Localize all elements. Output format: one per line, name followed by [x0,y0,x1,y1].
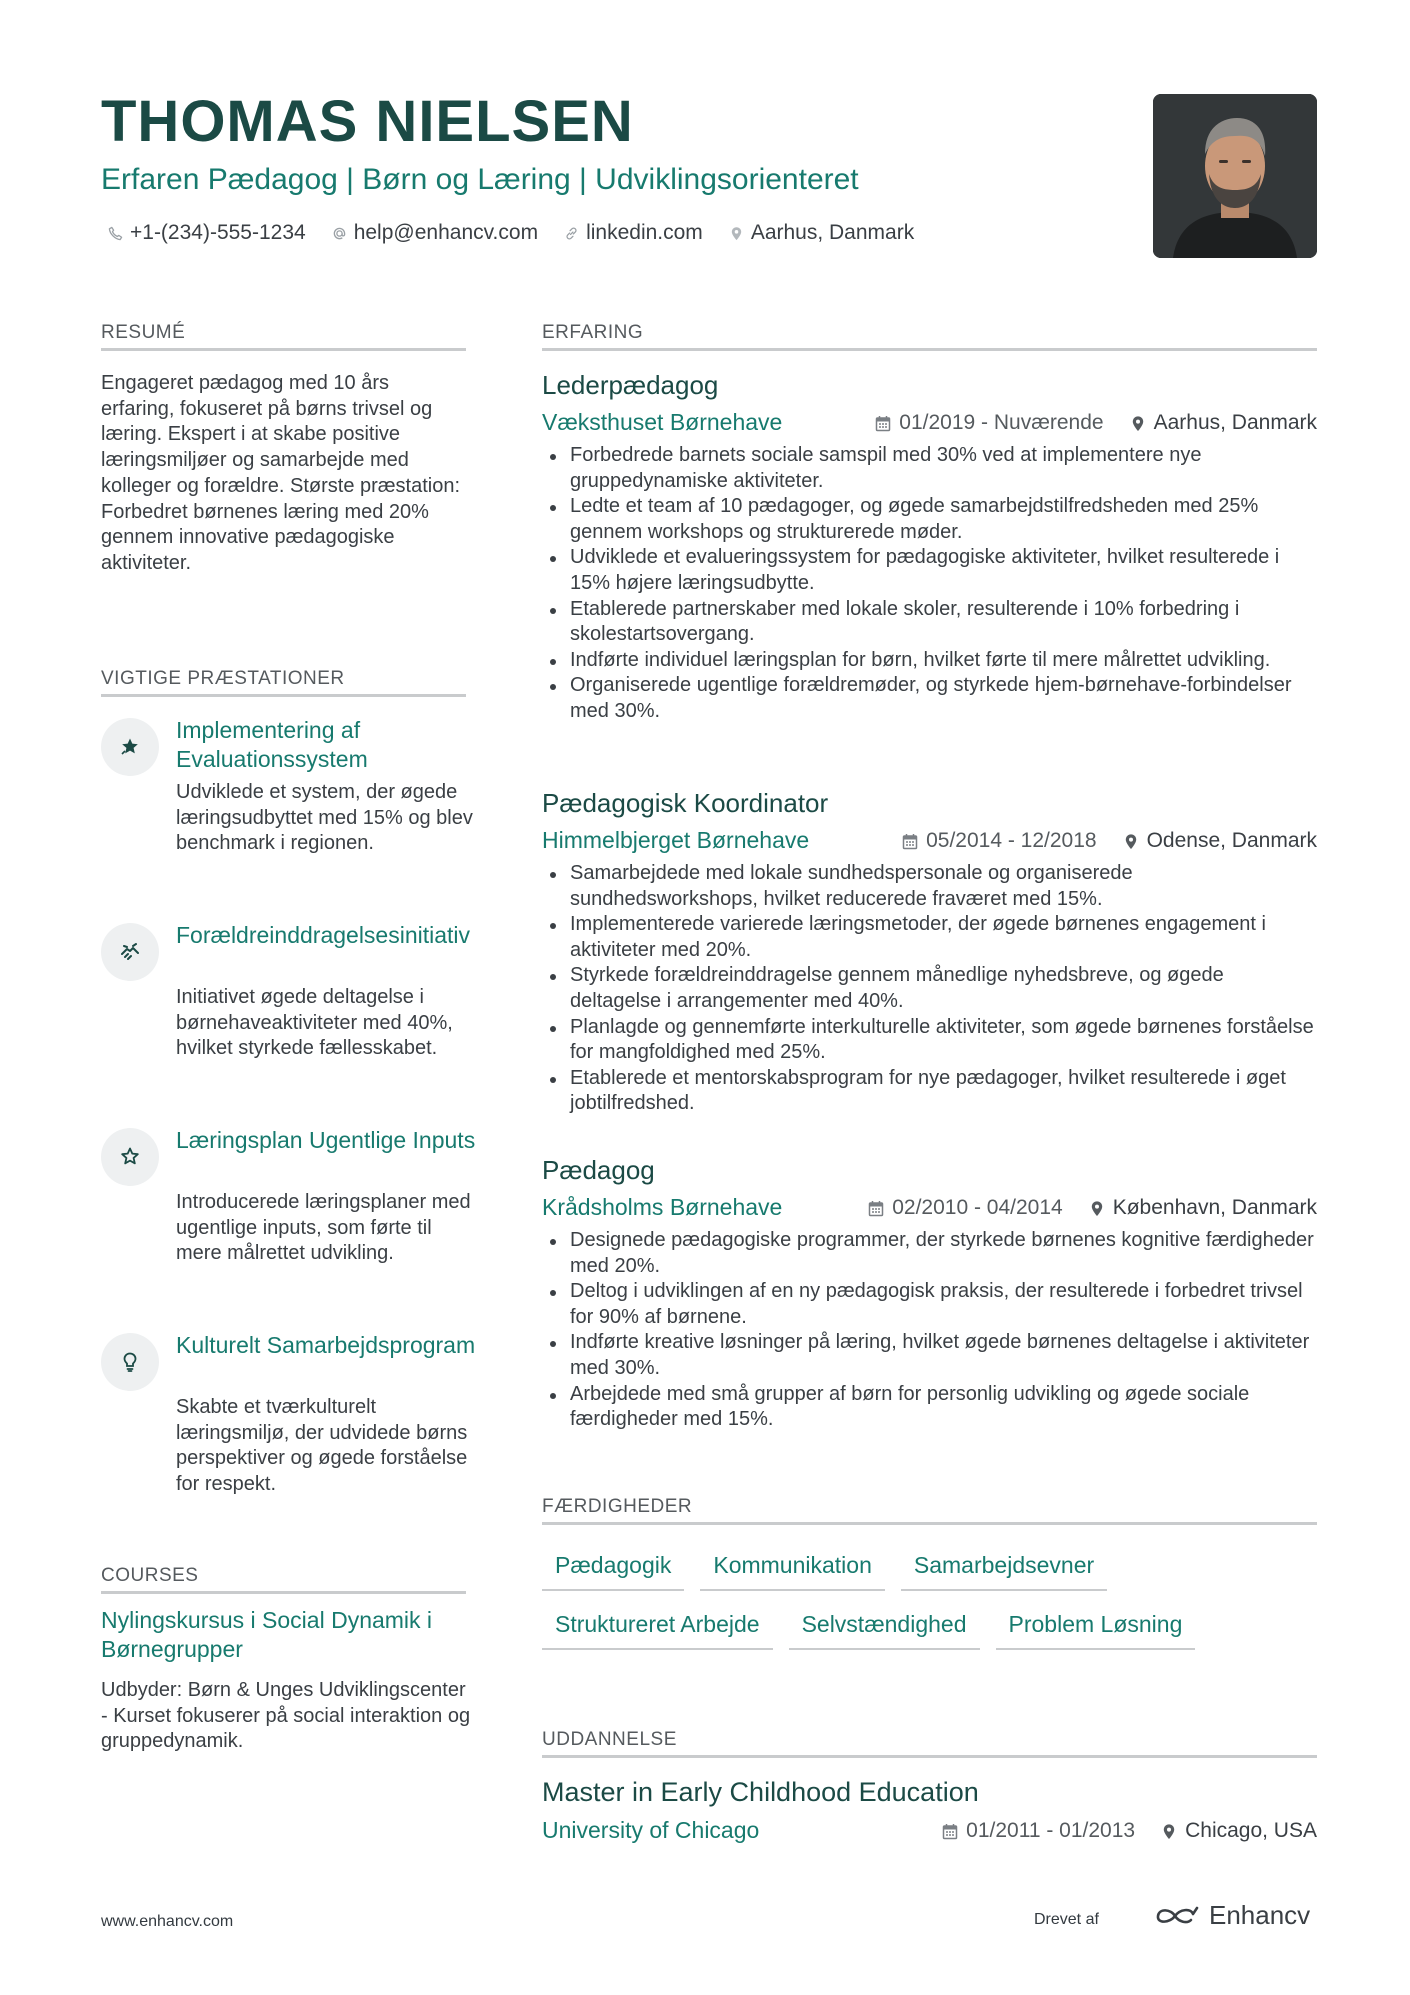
achievement-desc: Udviklede et system, der øgede læringsudbyttet med 15% og blev benchmark i regionen. [176,781,473,855]
bullet-item: Organiserede ugentlige forældremøder, og styrkede hjem-børnehave-forbindelser med 30%. [542,673,1317,724]
section-divider [101,694,466,697]
job-meta-row [542,827,1317,857]
section-heading-education: UDDANNELSE [542,1729,677,1750]
job-location [1089,1196,1317,1220]
job-location-text: København, Danmark [1112,1196,1317,1219]
location-pin-icon [729,226,744,241]
job-location [1123,829,1317,853]
degree-title: Master in Early Childhood Education [542,1777,979,1807]
education-dates [942,1819,1135,1843]
bullet-item: Indførte kreative løsninger på læring, hvilket øgede børnenes deltagelse i aktiviteter med 30%. [542,1330,1317,1381]
contact-phone[interactable] [108,221,306,245]
at-icon [332,226,347,241]
contact-location-text: Aarhus, Danmark [750,221,915,244]
achievement-icon-wrap [101,923,159,981]
achievement-desc: Initiativet øgede deltagelse i børnehaveaktiviteter med 40%, hvilket styrkede fællesskabet. [176,986,453,1060]
handshake-icon [118,940,142,964]
skill-tag: Struktureret Arbejde [542,1611,773,1650]
phone-icon [108,226,123,241]
candidate-name: THOMAS NIELSEN [101,89,634,154]
section-heading-courses: COURSES [101,1565,199,1586]
job-dates-text: 02/2010 - 04/2014 [892,1196,1063,1219]
contact-email[interactable] [332,221,538,245]
contact-location [729,221,914,245]
company-name: Himmelbjerget Børnehave [542,827,810,853]
section-heading-summary: RESUMÉ [101,322,186,343]
section-heading-skills: FÆRDIGHEDER [542,1496,693,1517]
bullet-item: Deltog i udviklingen af en ny pædagogisk praksis, der resulterede i forbedret trivsel for 90% af børnene. [542,1279,1317,1330]
education-dates-text: 01/2011 - 01/2013 [966,1819,1136,1842]
job-location [1130,411,1317,435]
bullet-item: Udviklede et evalueringssystem for pædagogiske aktiviteter, hvilket resulterede i 15% højere læringsudbytte. [542,545,1317,596]
skill-tag: Selvstændighed [789,1611,980,1650]
course-desc: Udbyder: Børn & Unges Udviklingscenter - Kurset fokuserer på social interaktion og gruppedynamik. [101,1679,471,1753]
school-name: University of Chicago [542,1817,760,1843]
job-meta [875,411,1317,435]
achievement-icon-wrap [101,1128,159,1186]
enhancv-logo-icon [1153,1904,1201,1928]
section-divider [542,348,1317,351]
achievement-title: Implementering af Evaluationssystem [176,717,368,772]
bullet-item: Etablerede partnerskaber med lokale skoler, resulterende i 10% forbedring i skolestartsovergang. [542,597,1317,648]
education-location-text: Chicago, USA [1185,1819,1317,1842]
bullet-item: Implementerede varierede læringsmetoder, der øgede børnenes engagement i aktiviteter med 20%. [542,912,1317,963]
achievement-title: Læringsplan Ugentlige Inputs [176,1127,476,1153]
skill-tag: Kommunikation [700,1552,885,1591]
footer-website[interactable]: www.enhancv.com [101,1913,234,1930]
skill-tag: Pædagogik [542,1552,684,1591]
job-title: Pædagog [542,1155,655,1185]
company-name: Krådsholms Børnehave [542,1194,783,1220]
job-title: Pædagogisk Koordinator [542,788,829,818]
achievement-item [101,1331,476,1511]
enhancv-logo[interactable] [1153,1900,1310,1931]
star-icon [118,1145,142,1169]
company-name: Væksthuset Børnehave [542,409,783,435]
job-bullets [542,861,1317,1117]
section-divider [542,1755,1317,1758]
job-bullets [542,1228,1317,1433]
course-title: Nylingskursus i Social Dynamik i Børnegrupper [101,1607,433,1662]
location-pin-icon [1161,1823,1177,1840]
calendar-icon [902,833,918,850]
job-dates [902,829,1096,853]
job-meta [902,829,1317,853]
achievement-desc: Introducerede læringsplaner med ugentlige inputs, som førte til mere målrettet udvikling. [176,1191,471,1265]
contact-email-text: help@enhancv.com [353,221,539,244]
calendar-icon [875,415,891,432]
section-divider [101,1591,466,1594]
achievement-item [101,716,471,896]
enhancv-logo-text: Enhancv [1209,1900,1311,1930]
bullet-item: Samarbejdede med lokale sundhedspersonale og organiserede sundhedsworkshops, hvilket reducerede fraværet med 15%. [542,861,1317,912]
bullet-item: Planlagde og gennemførte interkulturelle aktiviteter, som øgede børnenes forståelse for mangfoldighed med 25%. [542,1015,1317,1066]
job-bullets [542,443,1317,725]
job-meta [868,1196,1317,1220]
education-meta-row [542,1817,1317,1847]
education-meta [942,1819,1317,1843]
achievement-item [101,921,471,1101]
star-badge-icon [118,735,142,759]
achievement-title: Forældreinddragelsesinitiativ [176,922,471,948]
section-divider [542,1522,1317,1525]
section-heading-achievements: VIGTIGE PRÆSTATIONER [101,668,345,689]
link-icon [564,226,579,241]
location-pin-icon [1089,1200,1105,1217]
achievement-title: Kulturelt Samarbejdsprogram [176,1332,476,1358]
contact-bar [108,221,914,245]
lightbulb-icon [118,1350,142,1374]
bullet-item: Ledte et team af 10 pædagoger, og øgede samarbejdstilfredsheden med 25% gennem workshops og strukturerede møder. [542,494,1317,545]
bullet-item: Styrkede forældreinddragelse gennem månedlige nyhedsbreve, og øgede deltagelse i arrangementer med 40%. [542,963,1317,1014]
bullet-item: Etablerede et mentorskabsprogram for nye pædagoger, hvilket resulterede i øget jobtilfredshed. [542,1066,1317,1117]
job-meta-row [542,409,1317,439]
achievement-icon-wrap [101,1333,159,1391]
job-dates [868,1196,1062,1220]
location-pin-icon [1123,833,1139,850]
bullet-item: Forbedrede barnets sociale samspil med 30% ved at implementere nye gruppedynamiske aktiviteter. [542,443,1317,494]
bullet-item: Designede pædagogiske programmer, der styrkede børnenes kognitive færdigheder med 20%. [542,1228,1317,1279]
job-dates-text: 05/2014 - 12/2018 [926,829,1097,852]
achievement-icon-wrap [101,718,159,776]
bullet-item: Arbejdede med små grupper af børn for personlig udvikling og øgede sociale færdigheder med 15%. [542,1382,1317,1433]
footer-powered-by: Drevet af [1034,1911,1099,1928]
candidate-headline: Erfaren Pædagog | Børn og Læring | Udviklingsorienteret [101,163,859,196]
achievement-item [101,1126,476,1306]
section-heading-experience: ERFARING [542,322,644,343]
job-dates [875,411,1103,435]
section-divider [101,348,466,351]
contact-linkedin[interactable] [564,221,703,245]
skill-tag: Samarbejdsevner [901,1552,1107,1591]
profile-photo [1153,94,1317,258]
location-pin-icon [1130,415,1146,432]
job-location-text: Aarhus, Danmark [1153,411,1317,434]
job-location-text: Odense, Danmark [1146,829,1317,852]
contact-linkedin-text: linkedin.com [586,221,703,244]
skills-row [542,1552,1107,1591]
calendar-icon [868,1200,884,1217]
skills-row [542,1611,1195,1650]
job-title: Lederpædagog [542,370,719,400]
education-location [1161,1819,1317,1843]
bullet-item: Indførte individuel læringsplan for børn, hvilket førte til mere målrettet udvikling. [542,648,1317,674]
achievement-desc: Skabte et tværkulturelt læringsmiljø, der udvidede børns perspektiver og øgede forståelse for respekt. [176,1396,468,1496]
job-meta-row [542,1194,1317,1224]
contact-phone-text: +1-(234)-555-1234 [130,221,306,244]
calendar-icon [942,1823,958,1840]
job-dates-text: 01/2019 - Nuværende [899,411,1104,434]
summary-text: Engageret pædagog med 10 års erfaring, fokuseret på børns trivsel og læring. Ekspert i at skabe positive læringsmiljøer og samarbejde med kolleger og forældre. Største præstation: Forbedret børnenes læring med 20% gennem innovative pædagogiske aktiviteter. [101,372,461,574]
skill-tag: Problem Løsning [996,1611,1196,1650]
